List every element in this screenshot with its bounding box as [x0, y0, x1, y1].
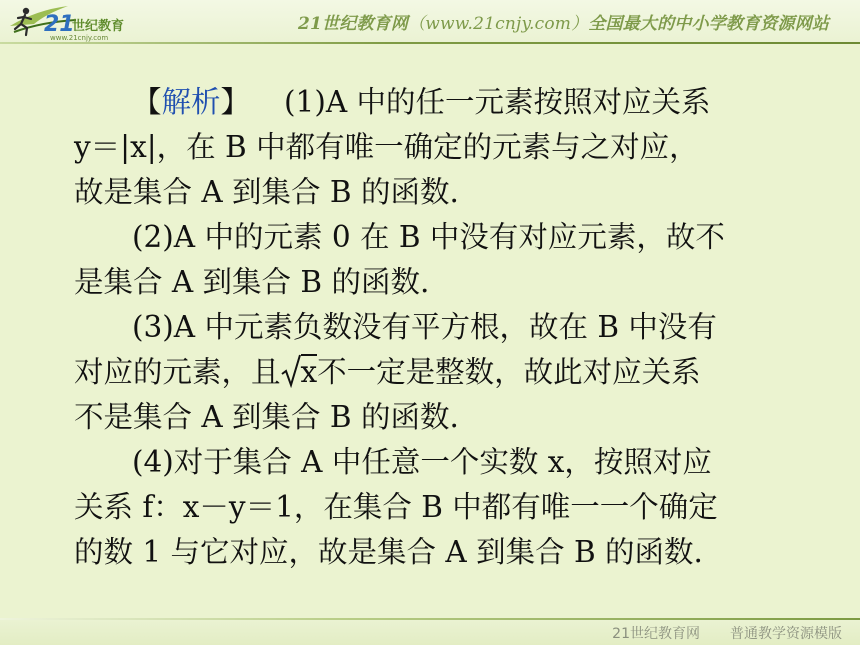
footer-bar — [0, 620, 860, 645]
header-site-name: 21世纪教育网 — [298, 14, 409, 34]
logo-number: 21 — [44, 12, 75, 37]
text-line-6: (3)A 中元素负数没有平方根，故在 B 中没有 — [132, 310, 717, 344]
radicand: x — [300, 355, 318, 389]
solution-tag: 解析 — [161, 85, 221, 119]
line-text: 不一定是整数，故此对应关系 — [317, 355, 701, 389]
footer-site-name[interactable]: 21世纪教育网 — [612, 626, 700, 642]
line-text: (1)A 中的任一元素按照对应关系 — [284, 85, 711, 119]
text-line-8: 不是集合 A 到集合 B 的函数. — [74, 400, 459, 434]
square-root-expression — [281, 350, 318, 395]
logo-text: 世纪教育 — [72, 19, 125, 34]
text-line-9: (4)对于集合 A 中任意一个实数 x，按照对应 — [132, 445, 712, 479]
header-bar — [0, 0, 860, 44]
header-slogan: 全国最大的中小学教育资源网站 — [588, 14, 830, 34]
text-line-1 — [74, 80, 794, 125]
solution-text — [74, 80, 794, 575]
header-divider — [0, 42, 860, 44]
text-line-4: (2)A 中的元素 0 在 B 中没有对应元素，故不 — [132, 220, 725, 254]
text-line-5: 是集合 A 到集合 B 的函数. — [74, 265, 430, 299]
tag-bracket-close: 】 — [220, 85, 251, 119]
header-banner-text — [298, 9, 829, 34]
text-line-7 — [74, 350, 794, 395]
footer-template-name: 普通教学资源模版 — [730, 626, 842, 642]
text-line-10: 关系 f：x－y＝1，在集合 B 中都有唯一一个确定 — [74, 490, 718, 524]
text-line-3: 故是集合 A 到集合 B 的函数. — [74, 175, 459, 209]
logo-url: www.21cnjy.com — [50, 34, 109, 42]
text-line-11: 的数 1 与它对应，故是集合 A 到集合 B 的函数. — [74, 535, 703, 569]
tag-bracket-open: 【 — [132, 85, 162, 119]
footer-text — [612, 623, 842, 643]
radical-sign-icon — [281, 354, 301, 388]
line-text: 对应的元素，且 — [74, 355, 281, 389]
site-logo[interactable] — [6, 2, 156, 42]
text-line-2: y＝|x|，在 B 中都有唯一确定的元素与之对应， — [74, 130, 699, 164]
header-site-url[interactable]: （www.21cnjy.com） — [408, 14, 589, 34]
